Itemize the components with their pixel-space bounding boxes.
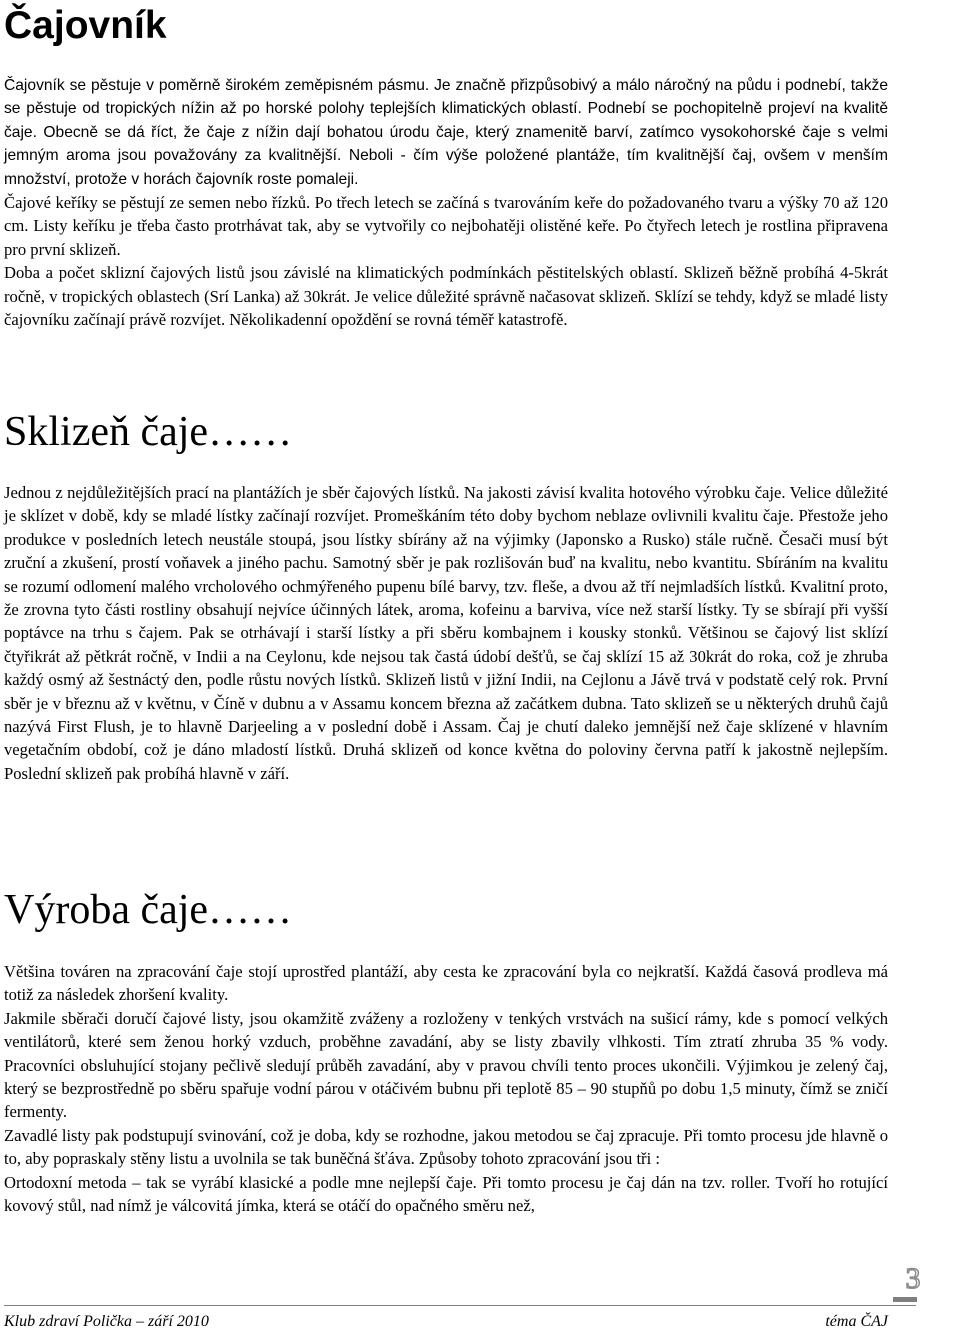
paragraph-vyroba-2: Jakmile sběrači doručí čajové listy, jsou okamžitě zváženy a rozloženy v tenkých vrstvách na sušicí rámy, kde s pomocí velkých ventilátorů, které sem ženou horký vzduch, proběhne zavadání, aby se listy zbavily vlhkosti. Tím ztratí zhruba 35 % vody. Pracovníci obsluhující stojany pečlivě sledují průběh zavadání, aby v pravou chvíli tento proces ukončili. Výjimkou je zelený čaj, který se bezprostředně po sběru spařuje vodní párou v otáčivém bubnu při teplotě 85 – 90 stupňů po dobu 1,5 minuty, čímž se zničí fermenty. [4,1008,888,1122]
heading-sklizen: Sklizeň čaje…… [4,409,293,455]
heading-cajovnik: Čajovník [4,4,167,47]
heading-vyroba: Výroba čaje…… [4,887,293,933]
section-cajovnik-body [4,74,888,331]
paragraph-cajovnik-3: Doba a počet sklizní čajových listů jsou závislé na klimatických podmínkách pěstitelských oblastí. Sklizeň běžně probíhá 4-5krát ročně, v tropických oblastech (Srí Lanka) až 30krát. Je velice důležité správně načasovat sklizeň. Sklízí se tehdy, když se mladé listy čajovníku začínají právě rozvíjet. Několikadenní opoždění se rovná téměř katastrofě. [4,263,888,330]
section-sklizen-body [4,481,888,785]
paragraph-vyroba-3: Zavadlé listy pak podstupují svinování, což je doba, kdy se rozhodne, jakou metodou se čaj zpracuje. Při tomto procesu jde hlavně o to, aby popraskaly stěny listu a uvolnila se tak buněčná šťáva. Způsoby tohoto zpracování jsou tři : [4,1125,888,1169]
footer-corner-mark [893,1297,917,1302]
paragraph-vyroba-1: Většina továren na zpracování čaje stojí uprostřed plantáží, aby cesta ke zpracování byla co nejkratší. Každá časová prodleva má totiž za následek zhoršení kvality. [4,962,888,1005]
paragraph-vyroba-4: Ortodoxní metoda – tak se vyrábí klasické a podle mne nejlepší čaje. Při tomto procesu je čaj dán na tzv. roller. Tvoří ho rotující kovový stůl, nad nímž je válcovitá jímka, která se otáčí do opačného směru než, [4,1172,888,1216]
footer-right-text: téma ČAJ [825,1313,888,1330]
paragraph-sklizen-1: Jednou z nejdůležitějších prací na plantážích je sběr čajových lístků. Na jakosti závisí kvalita hotového výrobku čaje. Velice důležité je sklízet v době, kdy se mladé lístky začínají rozvíjet. Promeškáním této doby bychom neblaze ovlivnili kvalitu čaje. Přestože jeho produkce v posledních letech neustále stoupá, jsou lístky sbírány až na výjimky (Japonsko a Rusko) stále ručně. Česači musí být zruční a zkušení, prostí voňavek a jiného pachu. Samotný sběr je pak rozlišován buď na kvalitu, nebo kvantitu. Sbíráním na kvalitu se rozumí odlomení malého vrcholového ochmýřeného pupenu bílé barvy, tzv. fleše, a dvou až tří nejmladších lístků. Kvalitní proto, že zrovna tyto části rostliny obsahují nejvíce účinných látek, aroma, kofeinu a barviva, více než starší lístky. Ty se sbírají při vyšší poptávce na trhu s čajem. Pak se otrhávají i starší lístky a při sběru kombajnem i kousky stonků. Většinou se čajový list sklízí čtyřikrát až pětkrát ročně, v Indii a na Ceylonu, kde nejsou tak častá údobí dešťů, se čaj sklízí 15 až 30krát do roka, což je zhruba každý osmý až šestnáctý den, podle růstu nových lístků. Sklizeň listů v jižní Indii, na Cejlonu a Jávě trvá v podstatě celý rok. První sběr je v březnu až v květnu, v Číně v dubnu a v Assamu koncem března až začátkem dubna. Tato sklizeň se u některých druhů čajů nazývá First Flush, je to hlavně Darjeeling a v poslední době i Assam. Čaj je chutí daleko jemnější než čaje sklízené v hlavním vegetačním období, což je dáno mladostí lístků. Druhá sklizeň od konce května do poloviny června patří k jakostně nejlepším. Poslední sklizeň pak probíhá hlavně v září. [4,483,888,783]
section-vyroba-body [4,960,888,1217]
page-number: 3 [905,1262,921,1295]
paragraph-cajovnik-2: Čajové keříky se pěstují ze semen nebo řízků. Po třech letech se začíná s tvarováním keře do požadovaného tvaru a výšky 70 až 120 cm. Listy keříku je třeba často protrhávat tak, aby se vytvořily co nejbohatěji olistěné keře. Po čtyřech letech je rostlina připravena pro první sklizeň. [4,193,888,259]
paragraph-cajovnik-1: Čajovník se pěstuje v poměrně širokém zeměpisném pásmu. Je značně přizpůsobivý a málo náročný na půdu i podnebí, takže se pěstuje od tropických nížin až po horské polohy teplejších klimatických oblastí. Podnebí se pochopitelně projeví na kvalitě čaje. Obecně se dá říct, že čaje z nížin dají bohatou úrodu čaje, který znamenitě barví, zatímco vysokohorské čaje s velmi jemným aroma jsou považovány za kvalitnější. Neboli - čím výše položené plantáže, tím kvalitnější čaj, ovšem v menším množství, protože v horách čajovník roste pomaleji. [4,77,888,188]
footer-left-text: Klub zdraví Polička – září 2010 [4,1313,209,1330]
footer-divider [4,1305,916,1306]
